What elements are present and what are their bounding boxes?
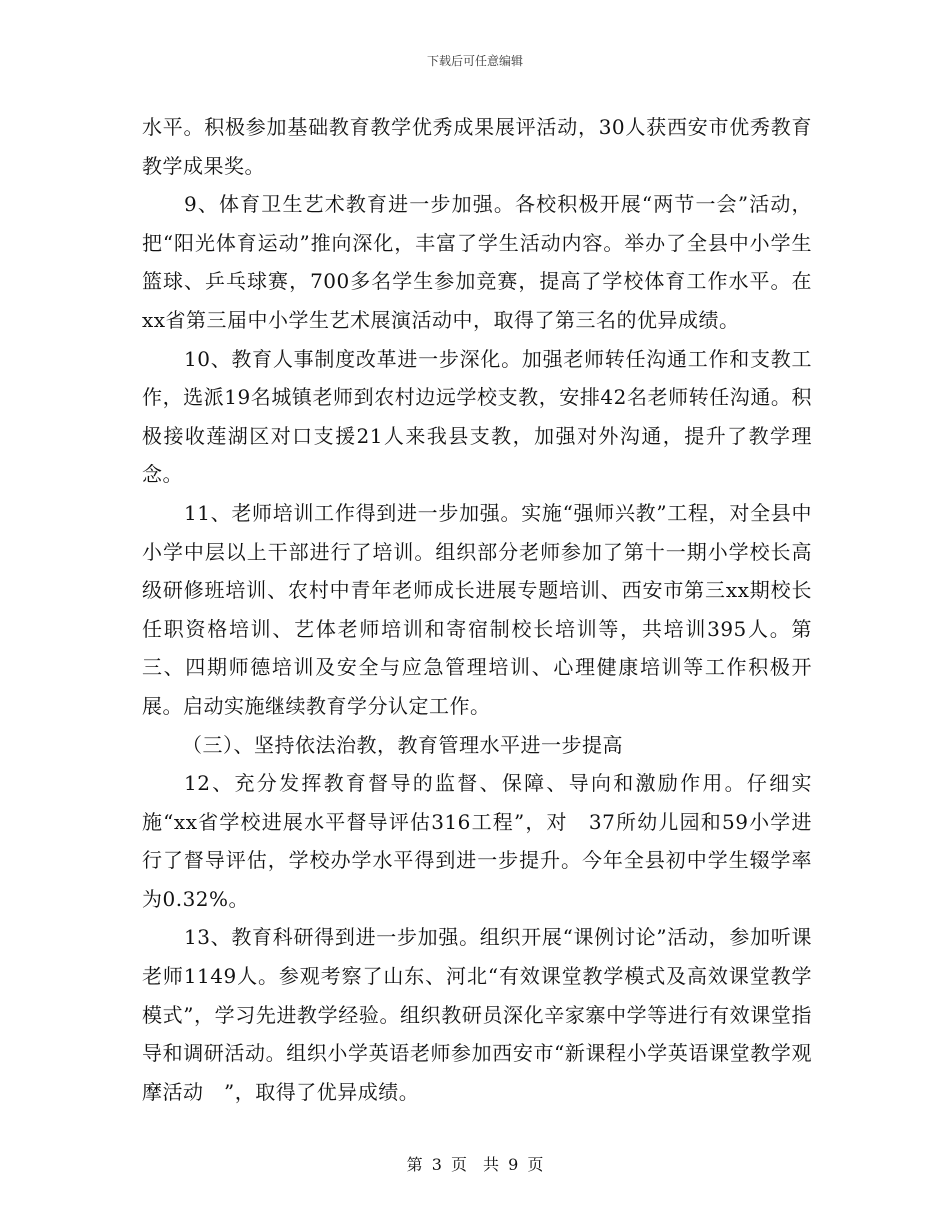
paragraph-continuation: 水平。积极参加基础教育教学优秀成果展评活动，30人获西安市优秀教育教学成果奖。 bbox=[142, 115, 812, 178]
paragraph-item-12: 12、充分发挥教育督导的监督、保障、导向和激励作用。仔细实施“xx省学校进展水平督导评估316工程”，对 37所幼儿园和59小学进行了督导评估，学校办学水平得到进一步提升。今年全县初中学生辍学率为0.32%。 bbox=[142, 771, 812, 911]
footer-prefix: 第 bbox=[406, 1155, 423, 1174]
paragraph-item-11: 11、老师培训工作得到进一步加强。实施“强师兴教”工程，对全县中小学中层以上干部进行了培训。组织部分老师参加了第十一期小学校长高级研修班培训、农村中青年老师成长进展专题培训、西安市第三xx期校长任职资格培训、艺体老师培训和寄宿制校长培训等，共培训395人。第三、四期师德培训及安全与应急管理培训、心理健康培训等工作积极开展。启动实施继续教育学分认定工作。 bbox=[142, 500, 812, 718]
paragraph-item-9: 9、体育卫生艺术教育进一步加强。各校积极开展“两节一会”活动，把“阳光体育运动”推向深化，丰富了学生活动内容。举办了全县中小学生篮球、乒乓球赛，700多名学生参加竞赛，提高了学校体育工作水平。在xx省第三届中小学生艺术展演活动中，取得了第三名的优异成绩。 bbox=[142, 192, 812, 332]
section-heading: （三）、坚持依法治教，教育管理水平进一步提高 bbox=[182, 732, 623, 757]
footer-suffix: 页 bbox=[527, 1155, 544, 1174]
total-page-count: 9 bbox=[508, 1155, 519, 1174]
document-body bbox=[142, 108, 812, 1111]
footer-middle: 页 共 bbox=[450, 1155, 499, 1174]
page-footer bbox=[0, 1155, 950, 1175]
page-header: 下载后可任意编辑 bbox=[426, 54, 523, 68]
current-page-number: 3 bbox=[431, 1155, 442, 1174]
paragraph-item-13: 13、教育科研得到进一步加强。组织开展“课例讨论”活动，参加听课老师1149人。参观考察了山东、河北“有效课堂教学模式及高效课堂教学模式”，学习先进教学经验。组织教研员深化辛家寨中学等进行有效课堂指导和调研活动。组织小学英语老师参加西安市“新课程小学英语课堂教学观摩活动 ”，取得了优异成绩。 bbox=[142, 925, 812, 1104]
paragraph-item-10: 10、教育人事制度改革进一步深化。加强老师转任沟通工作和支教工作，选派19名城镇老师到农村边远学校支教，安排42名老师转任沟通。积极接收莲湖区对口支援21人来我县支教，加强对外沟通，提升了教学理念。 bbox=[142, 346, 812, 487]
